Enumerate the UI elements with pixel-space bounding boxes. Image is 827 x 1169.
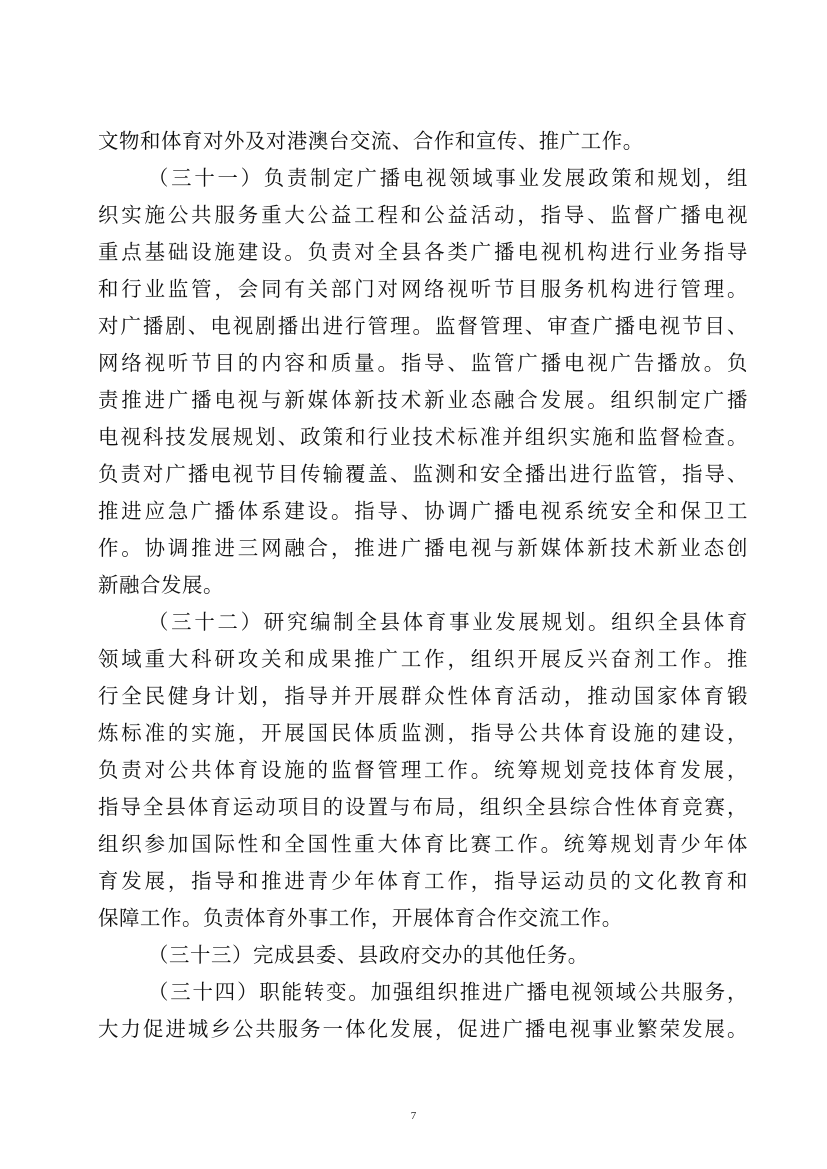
text-line: 重点基础设施建设。负责对全县各类广播电视机构进行业务指导: [98, 240, 748, 264]
text-line: （三十一）负责制定广播电视领域事业发展政策和规划，组: [148, 166, 748, 190]
text-line: 织实施公共服务重大公益工程和公益活动，指导、监督广播电视: [98, 203, 748, 227]
text-line: 电视科技发展规划、政策和行业技术标准并组织实施和监督检查。: [98, 425, 748, 449]
text-line: 新融合发展。: [98, 573, 224, 597]
text-line: 负责对公共体育设施的监督管理工作。统筹规划竞技体育发展，: [98, 758, 748, 782]
text-line: 指导全县体育运动项目的设置与布局，组织全县综合性体育竞赛，: [98, 795, 748, 819]
text-line: （三十四）职能转变。加强组织推进广播电视领域公共服务，: [148, 980, 748, 1004]
text-line: 推进应急广播体系建设。指导、协调广播电视系统安全和保卫工: [98, 499, 748, 523]
text-line: 行全民健身计划，指导并开展群众性体育活动，推动国家体育锻: [98, 684, 748, 708]
text-line: 负责对广播电视节目传输覆盖、监测和安全播出进行监管，指导、: [98, 462, 748, 486]
text-line: 育发展，指导和推进青少年体育工作，指导运动员的文化教育和: [98, 869, 748, 893]
text-line: 文物和体育对外及对港澳台交流、合作和宣传、推广工作。: [98, 129, 644, 153]
text-line: 和行业监管，会同有关部门对网络视听节目服务机构进行管理。: [98, 277, 748, 301]
text-line: 网络视听节目的内容和质量。指导、监管广播电视广告播放。负: [98, 351, 748, 375]
text-line: （三十三）完成县委、县政府交办的其他任务。: [148, 943, 589, 967]
text-line: 对广播剧、电视剧播出进行管理。监督管理、审查广播电视节目、: [98, 314, 748, 338]
text-line: 组织参加国际性和全国性重大体育比赛工作。统筹规划青少年体: [98, 832, 748, 856]
text-line: （三十二）研究编制全县体育事业发展规划。组织全县体育: [148, 610, 748, 634]
text-line: 作。协调推进三网融合，推进广播电视与新媒体新技术新业态创: [98, 536, 748, 560]
text-line: 责推进广播电视与新媒体新技术新业态融合发展。组织制定广播: [98, 388, 748, 412]
text-line: 保障工作。负责体育外事工作，开展体育合作交流工作。: [98, 906, 623, 930]
page-number: 7: [410, 1110, 417, 1122]
text-line: 大力促进城乡公共服务一体化发展，促进广播电视事业繁荣发展。: [98, 1017, 748, 1041]
text-line: 炼标准的实施，开展国民体质监测，指导公共体育设施的建设，: [98, 721, 748, 745]
text-line: 领域重大科研攻关和成果推广工作，组织开展反兴奋剂工作。推: [98, 647, 748, 671]
